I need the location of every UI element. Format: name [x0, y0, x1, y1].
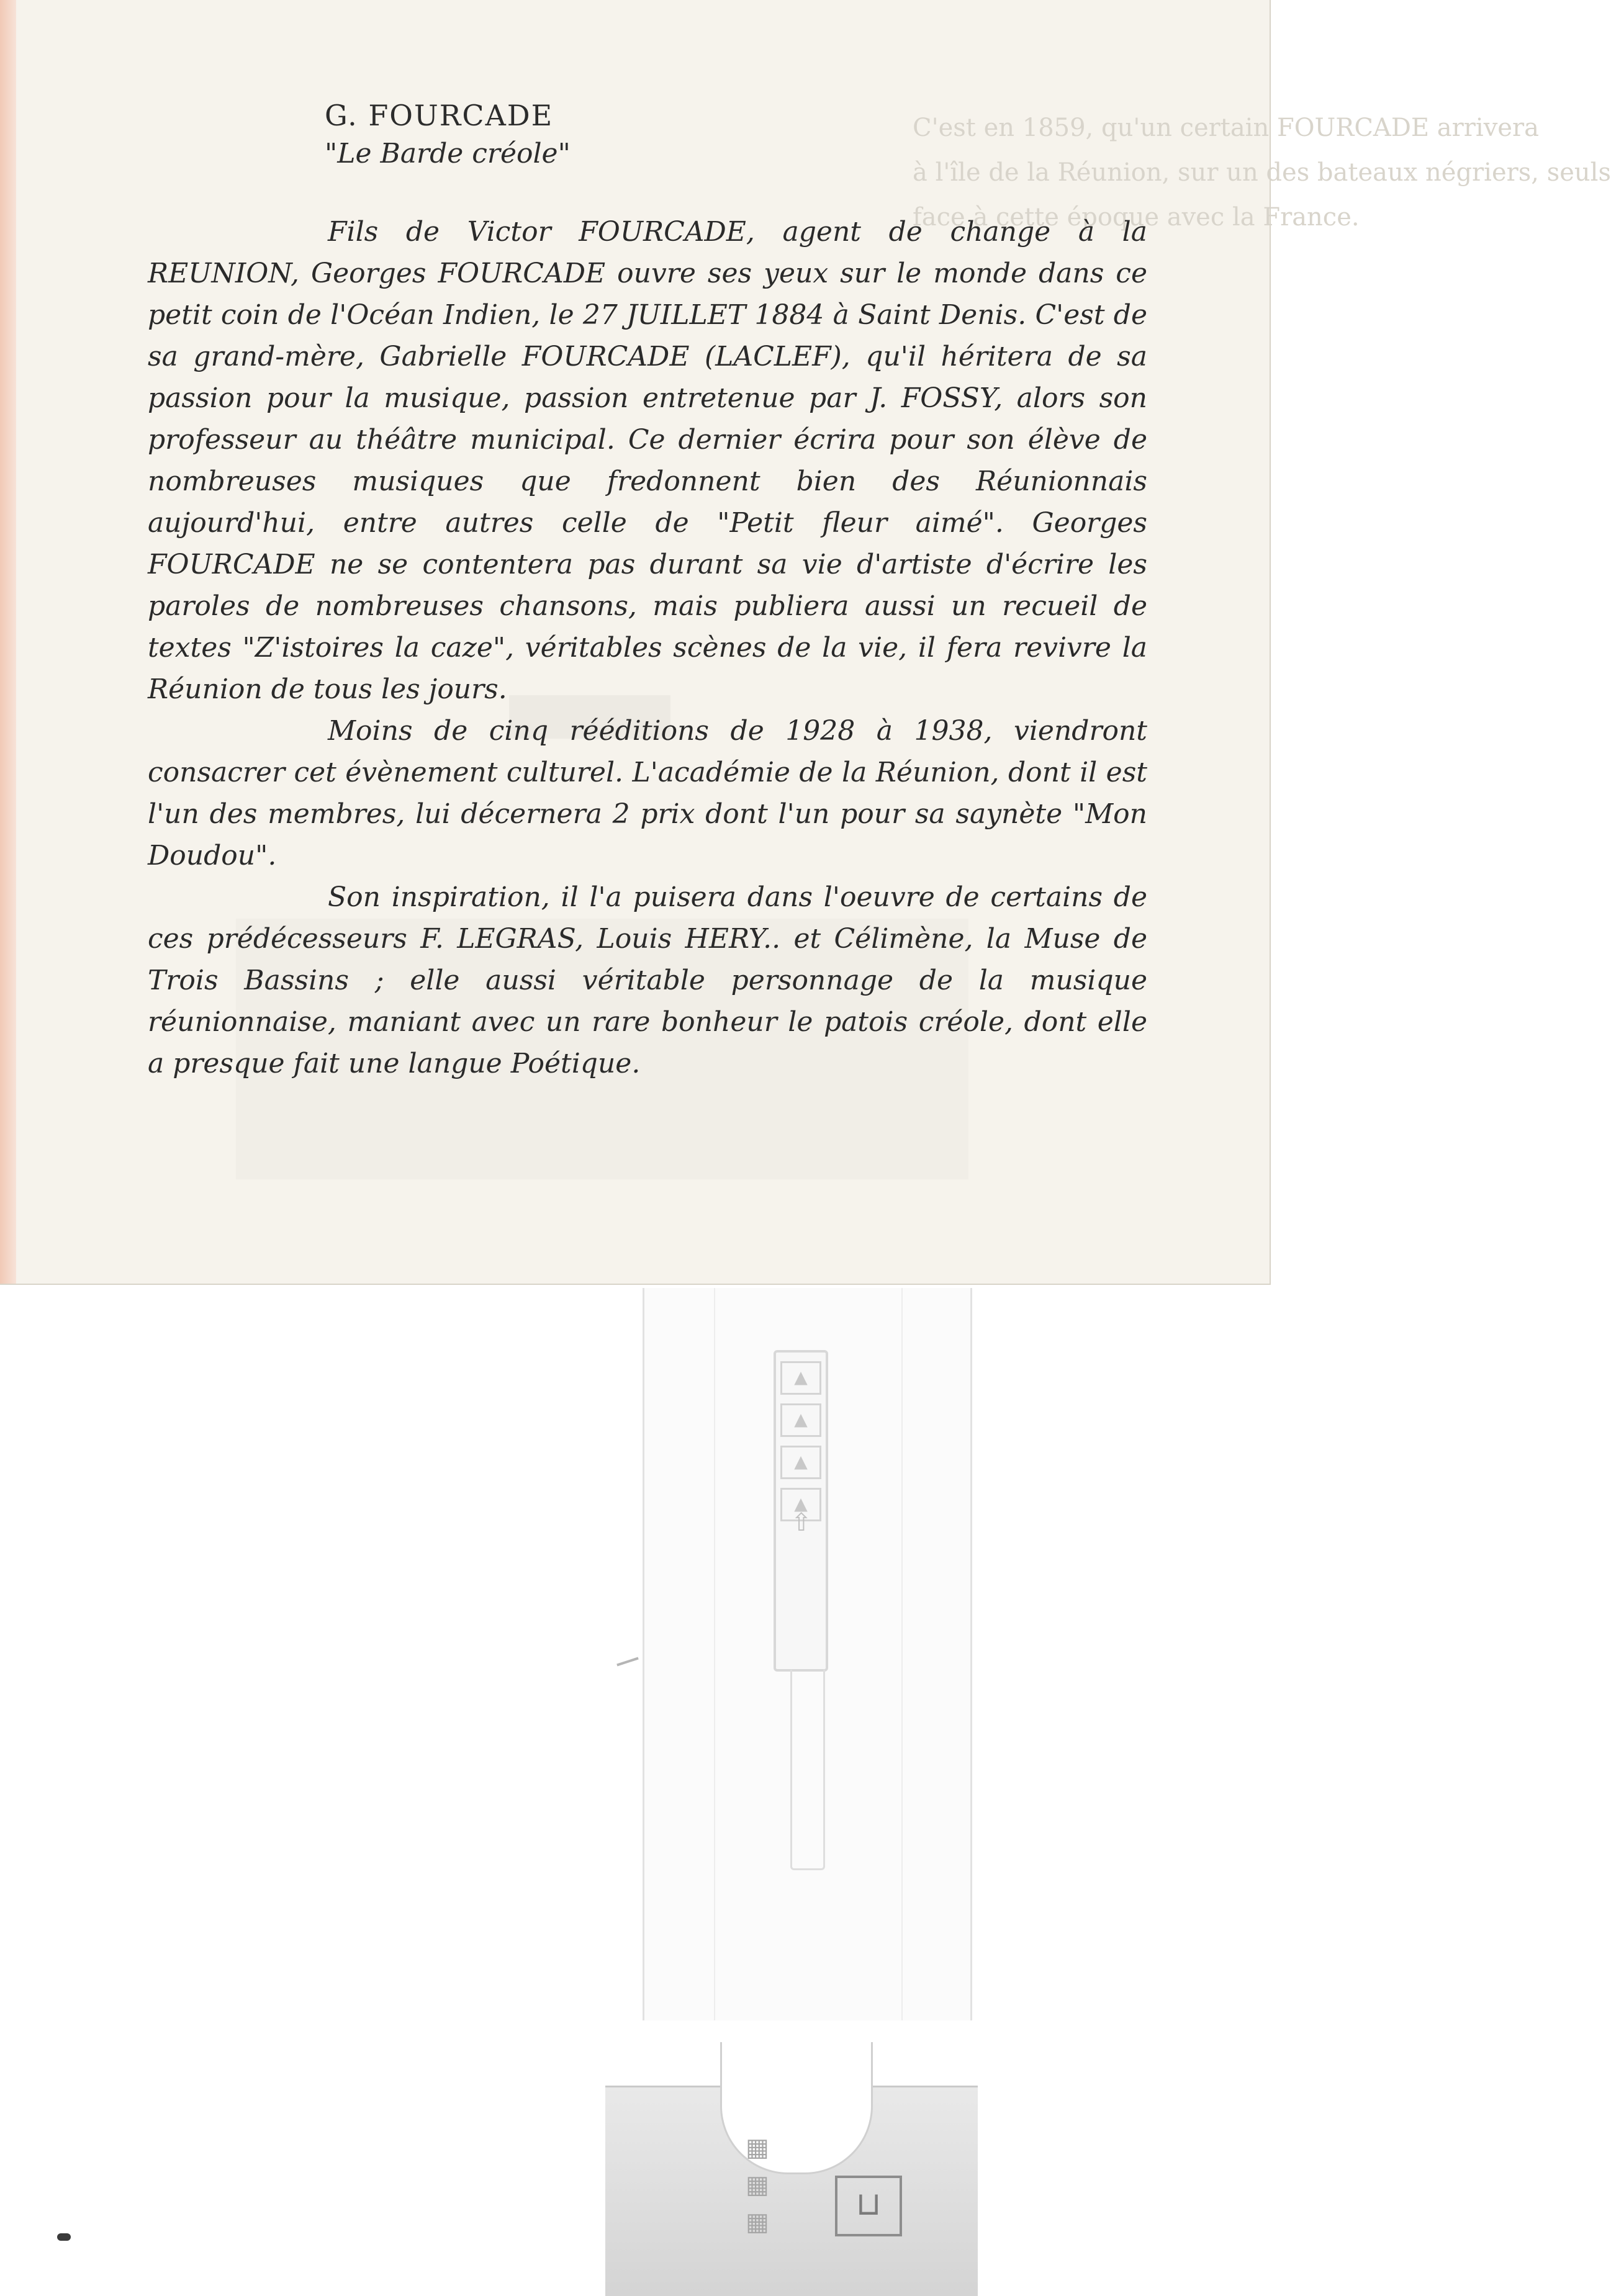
film-holder-icon: ▦ ▦ ▦	[746, 2133, 769, 2236]
article-body	[148, 211, 1147, 1084]
scanner-lid-icon: ⊔	[835, 2176, 902, 2236]
article-subtitle: "Le Barde créole"	[325, 138, 571, 169]
bleed-line: C'est en 1859, qu'un certain FOURCADE arrivera	[913, 114, 1539, 142]
film-cell: ▲	[780, 1361, 821, 1395]
carrier-tick-mark	[616, 1657, 638, 1667]
film-cell: ▲	[780, 1488, 821, 1521]
film-cell: ▲	[780, 1403, 821, 1437]
page-edge	[0, 0, 16, 1284]
up-arrow-icon: ⇧	[791, 1508, 812, 1537]
article-header	[325, 96, 571, 173]
film-cell: ▲	[780, 1446, 821, 1479]
scan-speck	[57, 2233, 71, 2241]
paragraph: Moins de cinq rééditions de 1928 à 1938, viendront consacrer cet évènement culturel. L'académie de la Réunion, dont il est l'un des membres, lui décernera 2 prix dont l'un pour sa saynète "Mon Doudou".	[148, 715, 1147, 871]
paragraph: Son inspiration, il l'a puisera dans l'oeuvre de certains de ces prédécesseurs F. LEGRAS, Louis HERY.. et Célimène, la Muse de Trois Bassins ; elle aussi véritable personnage de la musique réunionnaise, maniant avec un rare bonheur le patois créole, dont elle a presque fait une langue Poétique.	[148, 881, 1147, 1079]
bleed-line: à l'île de la Réunion, sur un des bateaux négriers, seuls	[913, 158, 1611, 187]
paragraph: Fils de Victor FOURCADE, agent de change à la REUNION, Georges FOURCADE ouvre ses yeux sur le monde dans ce petit coin de l'Océan Indien, le 27 JUILLET 1884 à Saint Denis. C'est de sa grand-mère, Gabrielle FOURCADE (LACLEF), qu'il héritera de sa passion pour la musique, passion entretenue par J. FOSSY, alors son professeur au théâtre municipal. Ce dernier écrira pour son élève de nombreuses musiques que fredonnent bien des Réunionnais aujourd'hui, entre autres celle de "Petit fleur aimé". Georges FOURCADE ne se contentera pas durant sa vie d'artiste d'écrire les paroles de nombreuses chansons, mais publiera aussi un recueil de textes "Z'istoires la caze", véritables scènes de la vie, il fera revivre la Réunion de tous les jours.	[148, 216, 1147, 705]
bleed-line: face à cette époque avec la France.	[913, 203, 1360, 232]
author-name: G. FOURCADE	[325, 99, 554, 132]
film-holder-stem	[790, 1670, 825, 1870]
